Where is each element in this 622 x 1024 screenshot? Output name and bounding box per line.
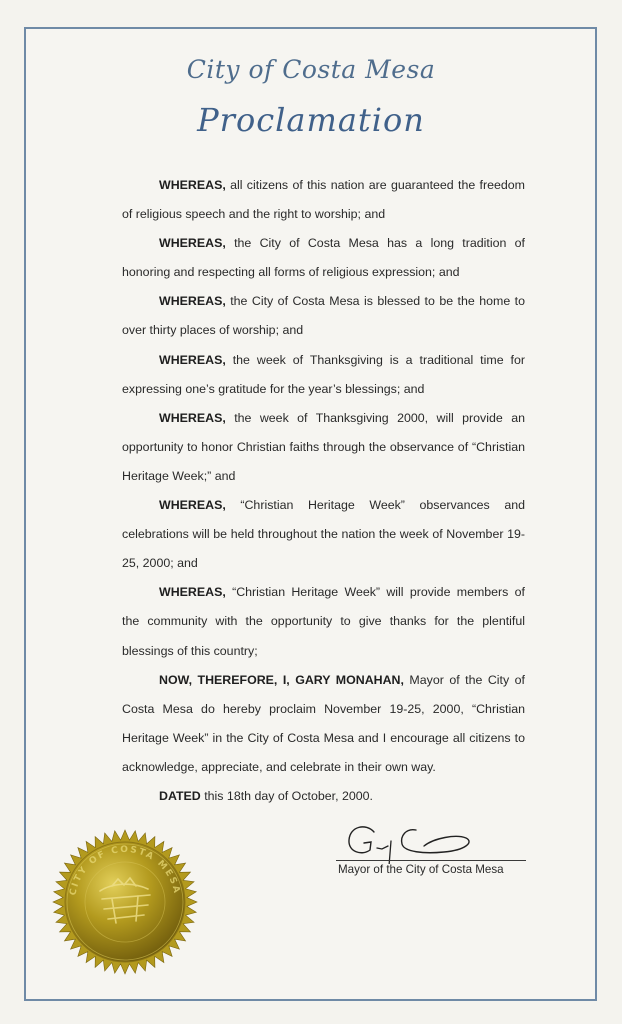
signature-line — [336, 860, 526, 861]
paragraph-lead: WHEREAS, — [159, 498, 226, 513]
city-heading: City of Costa Mesa — [186, 55, 436, 84]
dated-paragraph — [122, 782, 525, 811]
proclaim-paragraph — [122, 666, 525, 782]
paragraph-text: Mayor of the City of Costa Mesa do hereby proclaim November 19-25, 2000, “Christian Heritage Week” in the City of Costa Mesa and I encourage all citizens to acknowledge, appreciate, and celebrate in their own way. — [122, 672, 525, 774]
whereas-paragraph — [122, 287, 525, 345]
handwritten-signature — [344, 818, 484, 864]
paragraph-lead: WHEREAS, — [159, 236, 226, 251]
seal-text: CITY OF COSTA MESA — [68, 844, 182, 897]
paragraph-lead: NOW, THEREFORE, I, GARY MONAHAN, — [159, 672, 404, 687]
paragraph-text: the week of Thanksgiving 2000, will provide an opportunity to honor Christian faiths through the observance of “Christian Heritage Week;” and — [122, 410, 525, 483]
proclamation-title: Proclamation — [197, 101, 425, 139]
paragraph-text: this 18th day of October, 2000. — [200, 788, 373, 803]
paragraph-lead: WHEREAS, — [159, 352, 226, 367]
signer-title: Mayor of the City of Costa Mesa — [338, 863, 504, 876]
whereas-paragraph — [122, 404, 525, 491]
paragraph-text: “Christian Heritage Week” observances and celebrations will be held throughout the nation the week of November 19-25, 2000; and — [122, 498, 525, 571]
whereas-paragraph — [122, 491, 525, 578]
paragraph-lead: DATED — [159, 788, 201, 803]
gold-city-seal — [52, 829, 198, 975]
paragraph-text: “Christian Heritage Week” will provide members of the community with the opportunity to give thanks for the plentiful blessings of this country; — [122, 585, 525, 658]
paragraph-text: all citizens of this nation are guaranteed the freedom of religious speech and the right to worship; and — [122, 178, 525, 222]
whereas-paragraph — [122, 578, 525, 665]
proclamation-body — [122, 171, 525, 811]
whereas-paragraph — [122, 346, 525, 404]
paragraph-lead: WHEREAS, — [159, 585, 226, 600]
paragraph-text: the week of Thanksgiving is a traditional time for expressing one’s gratitude for the year’s blessings; and — [122, 352, 525, 396]
whereas-paragraph — [122, 229, 525, 287]
paragraph-text: the City of Costa Mesa is blessed to be the home to over thirty places of worship; and — [122, 294, 525, 338]
paragraph-lead: WHEREAS, — [159, 294, 226, 309]
paragraph-text: the City of Costa Mesa has a long tradition of honoring and respecting all forms of religious expression; and — [122, 236, 525, 280]
paragraph-lead: WHEREAS, — [159, 410, 226, 425]
whereas-paragraph — [122, 171, 525, 229]
paragraph-lead: WHEREAS, — [159, 178, 226, 192]
